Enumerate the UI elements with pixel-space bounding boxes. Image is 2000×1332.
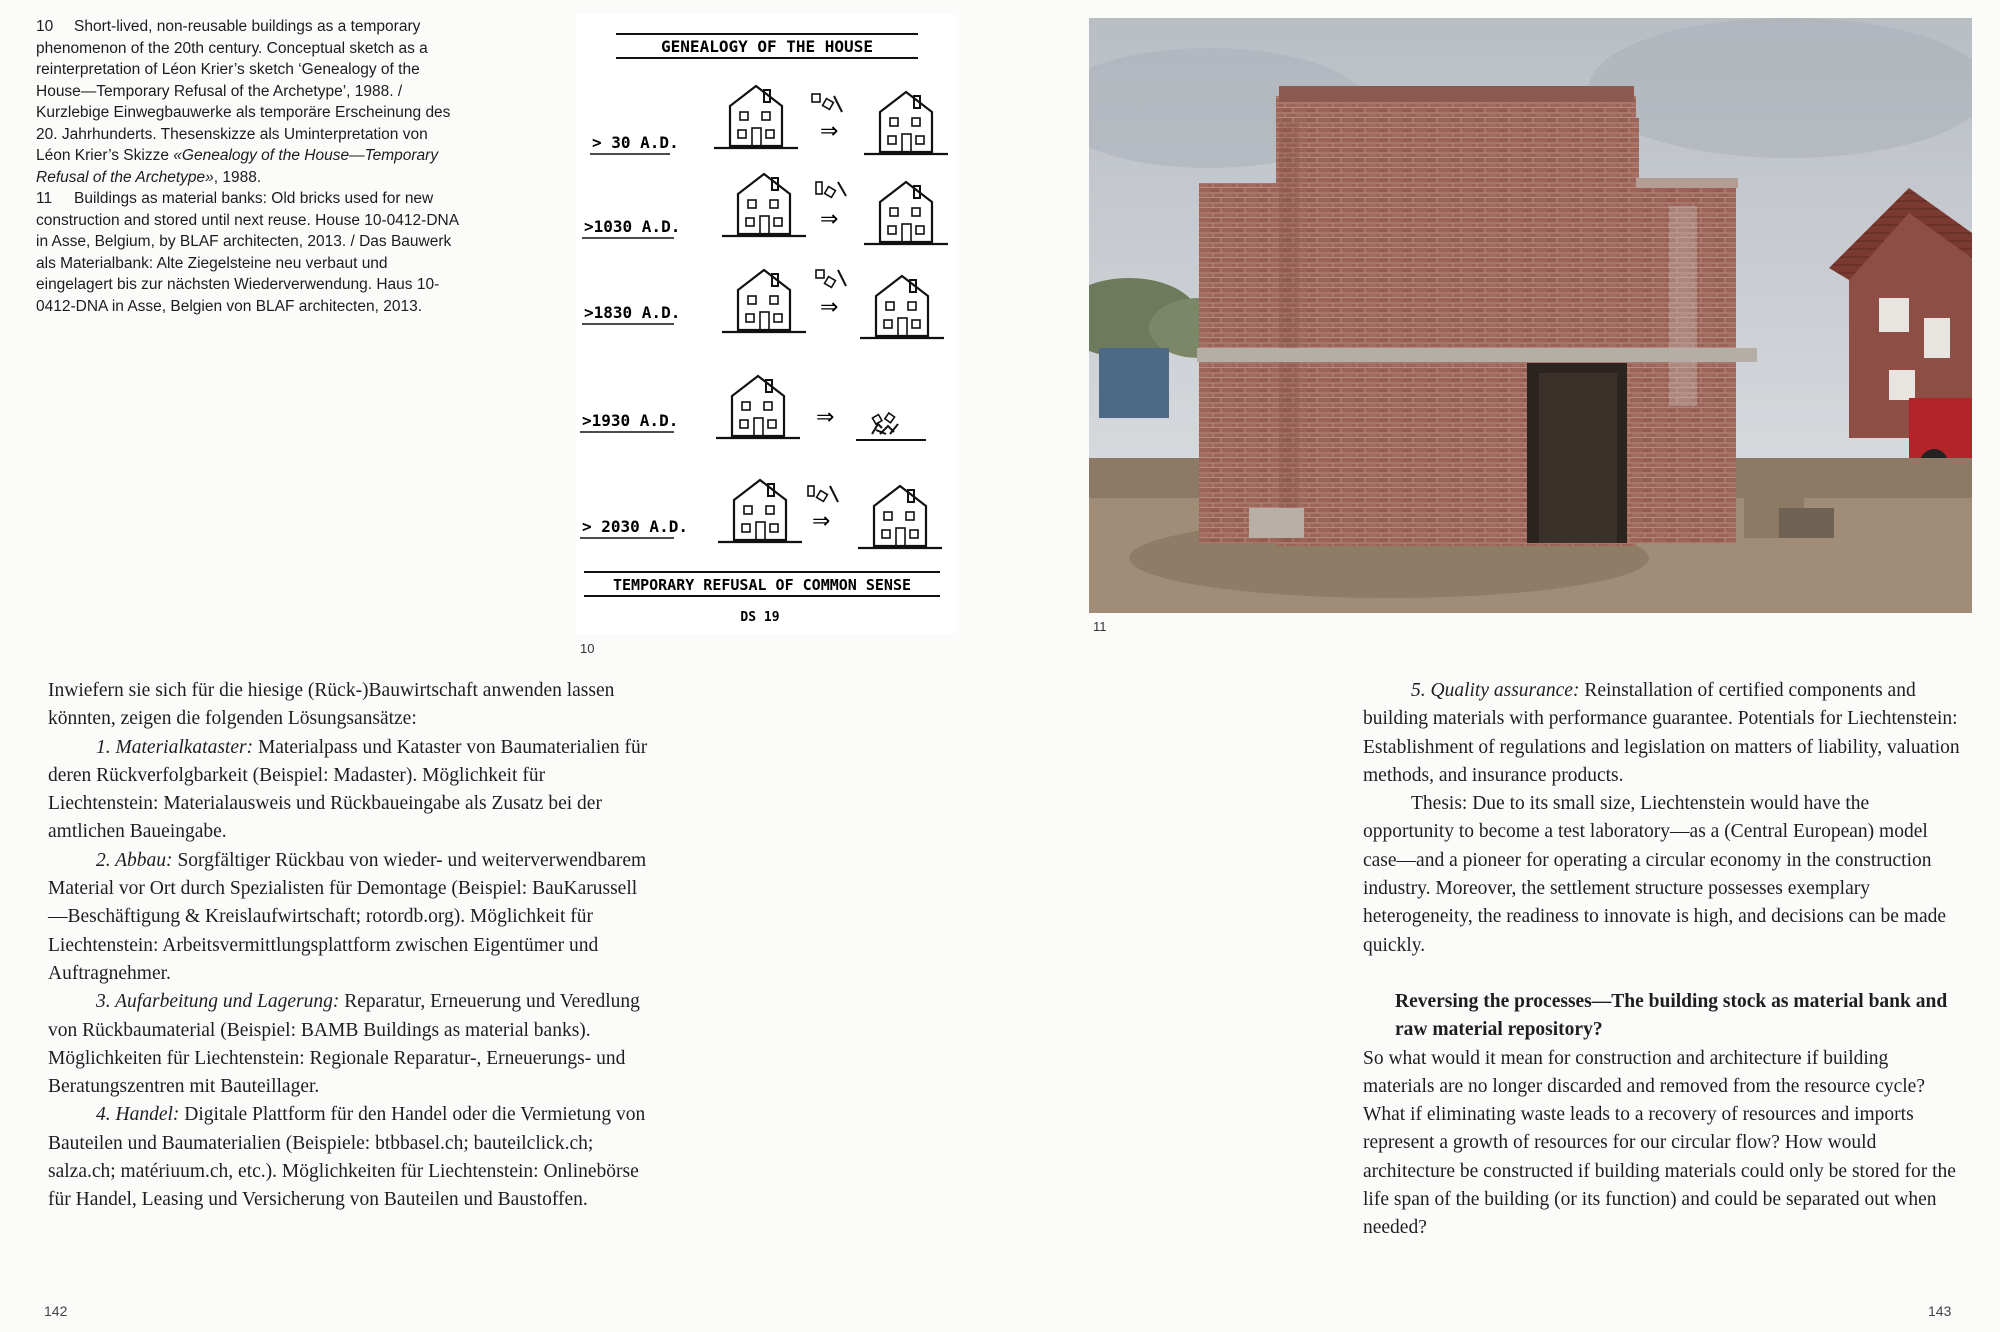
right-text-column bbox=[1363, 677, 1963, 1243]
sketch-arrow: ⇒ bbox=[820, 207, 839, 232]
figure-11-number: 11 bbox=[1093, 619, 1107, 634]
caption-10-number: 10 bbox=[36, 18, 54, 35]
caption-10-year: , 1988. bbox=[213, 168, 262, 186]
sketch-signature: DS 19 bbox=[740, 610, 780, 625]
brick-house-photo bbox=[1089, 18, 1972, 613]
sketch-arrow: ⇒ bbox=[820, 295, 839, 320]
list-item-5 bbox=[1363, 677, 1963, 790]
list-item-4 bbox=[48, 1101, 648, 1214]
section-heading: Reversing the processes—The building stock as material bank and raw material repository? bbox=[1395, 990, 1948, 1041]
list-item-1-text: Materialpass und Kataster von Baumaterialien für deren Rückverfolgbarkeit (Beispiel: Madaster). Möglichkeit für Liechtenstein: Materialausweis und Rückbaueingabe als Zusatz bei der amtlichen Baueingabe. bbox=[48, 736, 648, 843]
sketch-arrow: ⇒ bbox=[812, 509, 831, 534]
list-item-5-text: Reinstallation of certified components and building materials with performance guarantee. Potentials for Liechtenstein: Establishment of regulations and legislation on matters of liability, valuation methods, and insurance products. bbox=[1363, 680, 1960, 786]
list-item-2-text: Sorgfältiger Rückbau von wieder- und weiterverwendbarem Material vor Ort durch Spezialisten für Demontage (Beispiel: BauKarussell—Beschäftigung & Kreislaufwirtschaft; rotordb.org). Möglichkeit für Liechtenstein: Arbeitsvermittlungsplattform zwischen Eigentümer und Auftragnehmer. bbox=[48, 849, 647, 984]
caption-10-italic: «Genealogy of the House—Temporary Refusal of the Archetype» bbox=[36, 147, 439, 186]
list-item-1-label: 1. Materialkataster: bbox=[96, 736, 254, 758]
sketch-row-3-label: >1830 A.D. bbox=[584, 303, 681, 322]
caption-11 bbox=[36, 188, 466, 317]
list-item-5-label: 5. Quality assurance: bbox=[1411, 680, 1580, 701]
sketch-arrow: ⇒ bbox=[820, 119, 839, 144]
sketch-row-5-label: > 2030 A.D. bbox=[582, 517, 688, 536]
sketch-title: GENEALOGY OF THE HOUSE bbox=[661, 37, 873, 56]
list-item-2-label: 2. Abbau: bbox=[96, 849, 173, 871]
list-item-2 bbox=[48, 847, 648, 988]
page-number-right: 143 bbox=[1928, 1303, 1952, 1319]
sketch-row-2-label: >1030 A.D. bbox=[584, 217, 681, 236]
list-item-3-label: 3. Aufarbeitung und Lagerung: bbox=[96, 991, 340, 1013]
list-item-4-text: Digitale Plattform für den Handel oder die Vermietung von Bauteilen und Baumaterialien (Beispiele: btbbasel.ch; bauteilclick.ch; salza.ch; matériuum.ch, etc.). Möglichkeiten für Liechtenstein: Onlinebörse für Handel, Leasing und Versicherung von Bauteilen und Baustoffen. bbox=[48, 1104, 646, 1211]
thesis-paragraph: Thesis: Due to its small size, Liechtenstein would have the opportunity to become a test laboratory—as a (Central European) model case—and a pioneer for operating a circular economy in the construction industry. Moreover, the settlement structure possesses exemplary heterogeneity, the readiness to innovate is high, and decisions can be made quickly. bbox=[1363, 793, 1947, 956]
paragraph-gap bbox=[1363, 960, 1963, 988]
figure-10-number: 10 bbox=[580, 641, 595, 656]
sketch-arrow: ⇒ bbox=[816, 405, 835, 430]
left-intro: Inwiefern sie sich für die hiesige (Rück-)Bauwirtschaft anwenden lassen könnten, zeigen die folgenden Lösungsansätze: bbox=[48, 680, 615, 730]
figure-captions bbox=[36, 16, 466, 317]
sketch-footer: TEMPORARY REFUSAL OF COMMON SENSE bbox=[612, 576, 912, 594]
photo-drawing bbox=[1089, 18, 1972, 613]
caption-10-text: Short-lived, non-reusable buildings as a temporary phenomenon of the 20th century. Conceptual sketch as a reinterpretation of Léon Krier’s sketch ‘Genealogy of the House—Temporary Refusal of the Archetype’, 1988. / Kurzlebige Einwegbauwerke als temporäre Erscheinung des 20. Jahrhunderts. Thesenskizze als Uminterpretation von Léon Krier’s Skizze bbox=[36, 18, 451, 164]
list-item-3-text: Reparatur, Erneuerung und Veredlung von Rückbaumaterial (Beispiel: BAMB Buildings as material banks). Möglichkeiten für Liechtenstein: Regionale Reparatur-, Erneuerungs- und Beratungszentren mit Bauteillager. bbox=[48, 991, 640, 1098]
caption-10 bbox=[36, 16, 466, 188]
sketch-row-4-label: >1930 A.D. bbox=[582, 411, 679, 430]
sketch-drawing bbox=[576, 14, 956, 634]
page-number-left: 142 bbox=[44, 1303, 68, 1319]
list-item-4-label: 4. Handel: bbox=[96, 1104, 180, 1126]
list-item-3 bbox=[48, 988, 648, 1101]
caption-11-number: 11 bbox=[36, 190, 53, 207]
genealogy-sketch bbox=[576, 14, 956, 634]
section-body: So what would it mean for construction and architecture if building materials are no longer discarded and removed from the resource cycle? What if eliminating waste leads to a recovery of resources and imports represent a growth of resources for our circular flow? How would architecture be constructed if building materials could only be stored for the life span of the building (or its function) and could be separated out when needed? bbox=[1363, 1047, 1956, 1239]
list-item-1 bbox=[48, 734, 648, 847]
sketch-row-1-label: > 30 A.D. bbox=[592, 133, 679, 152]
caption-11-text: Buildings as material banks: Old bricks used for new construction and stored until next reuse. House 10-0412-DNA in Asse, Belgium, by BLAF architecten, 2013. / Das Bauwerk als Materialbank: Alte Ziegelsteine neu verbaut und eingelagert bis zur nächsten Wiederverwendung. Haus 10-0412-DNA in Asse, Belgien von BLAF architecten, 2013. bbox=[36, 190, 459, 315]
left-text-column bbox=[48, 677, 648, 1215]
